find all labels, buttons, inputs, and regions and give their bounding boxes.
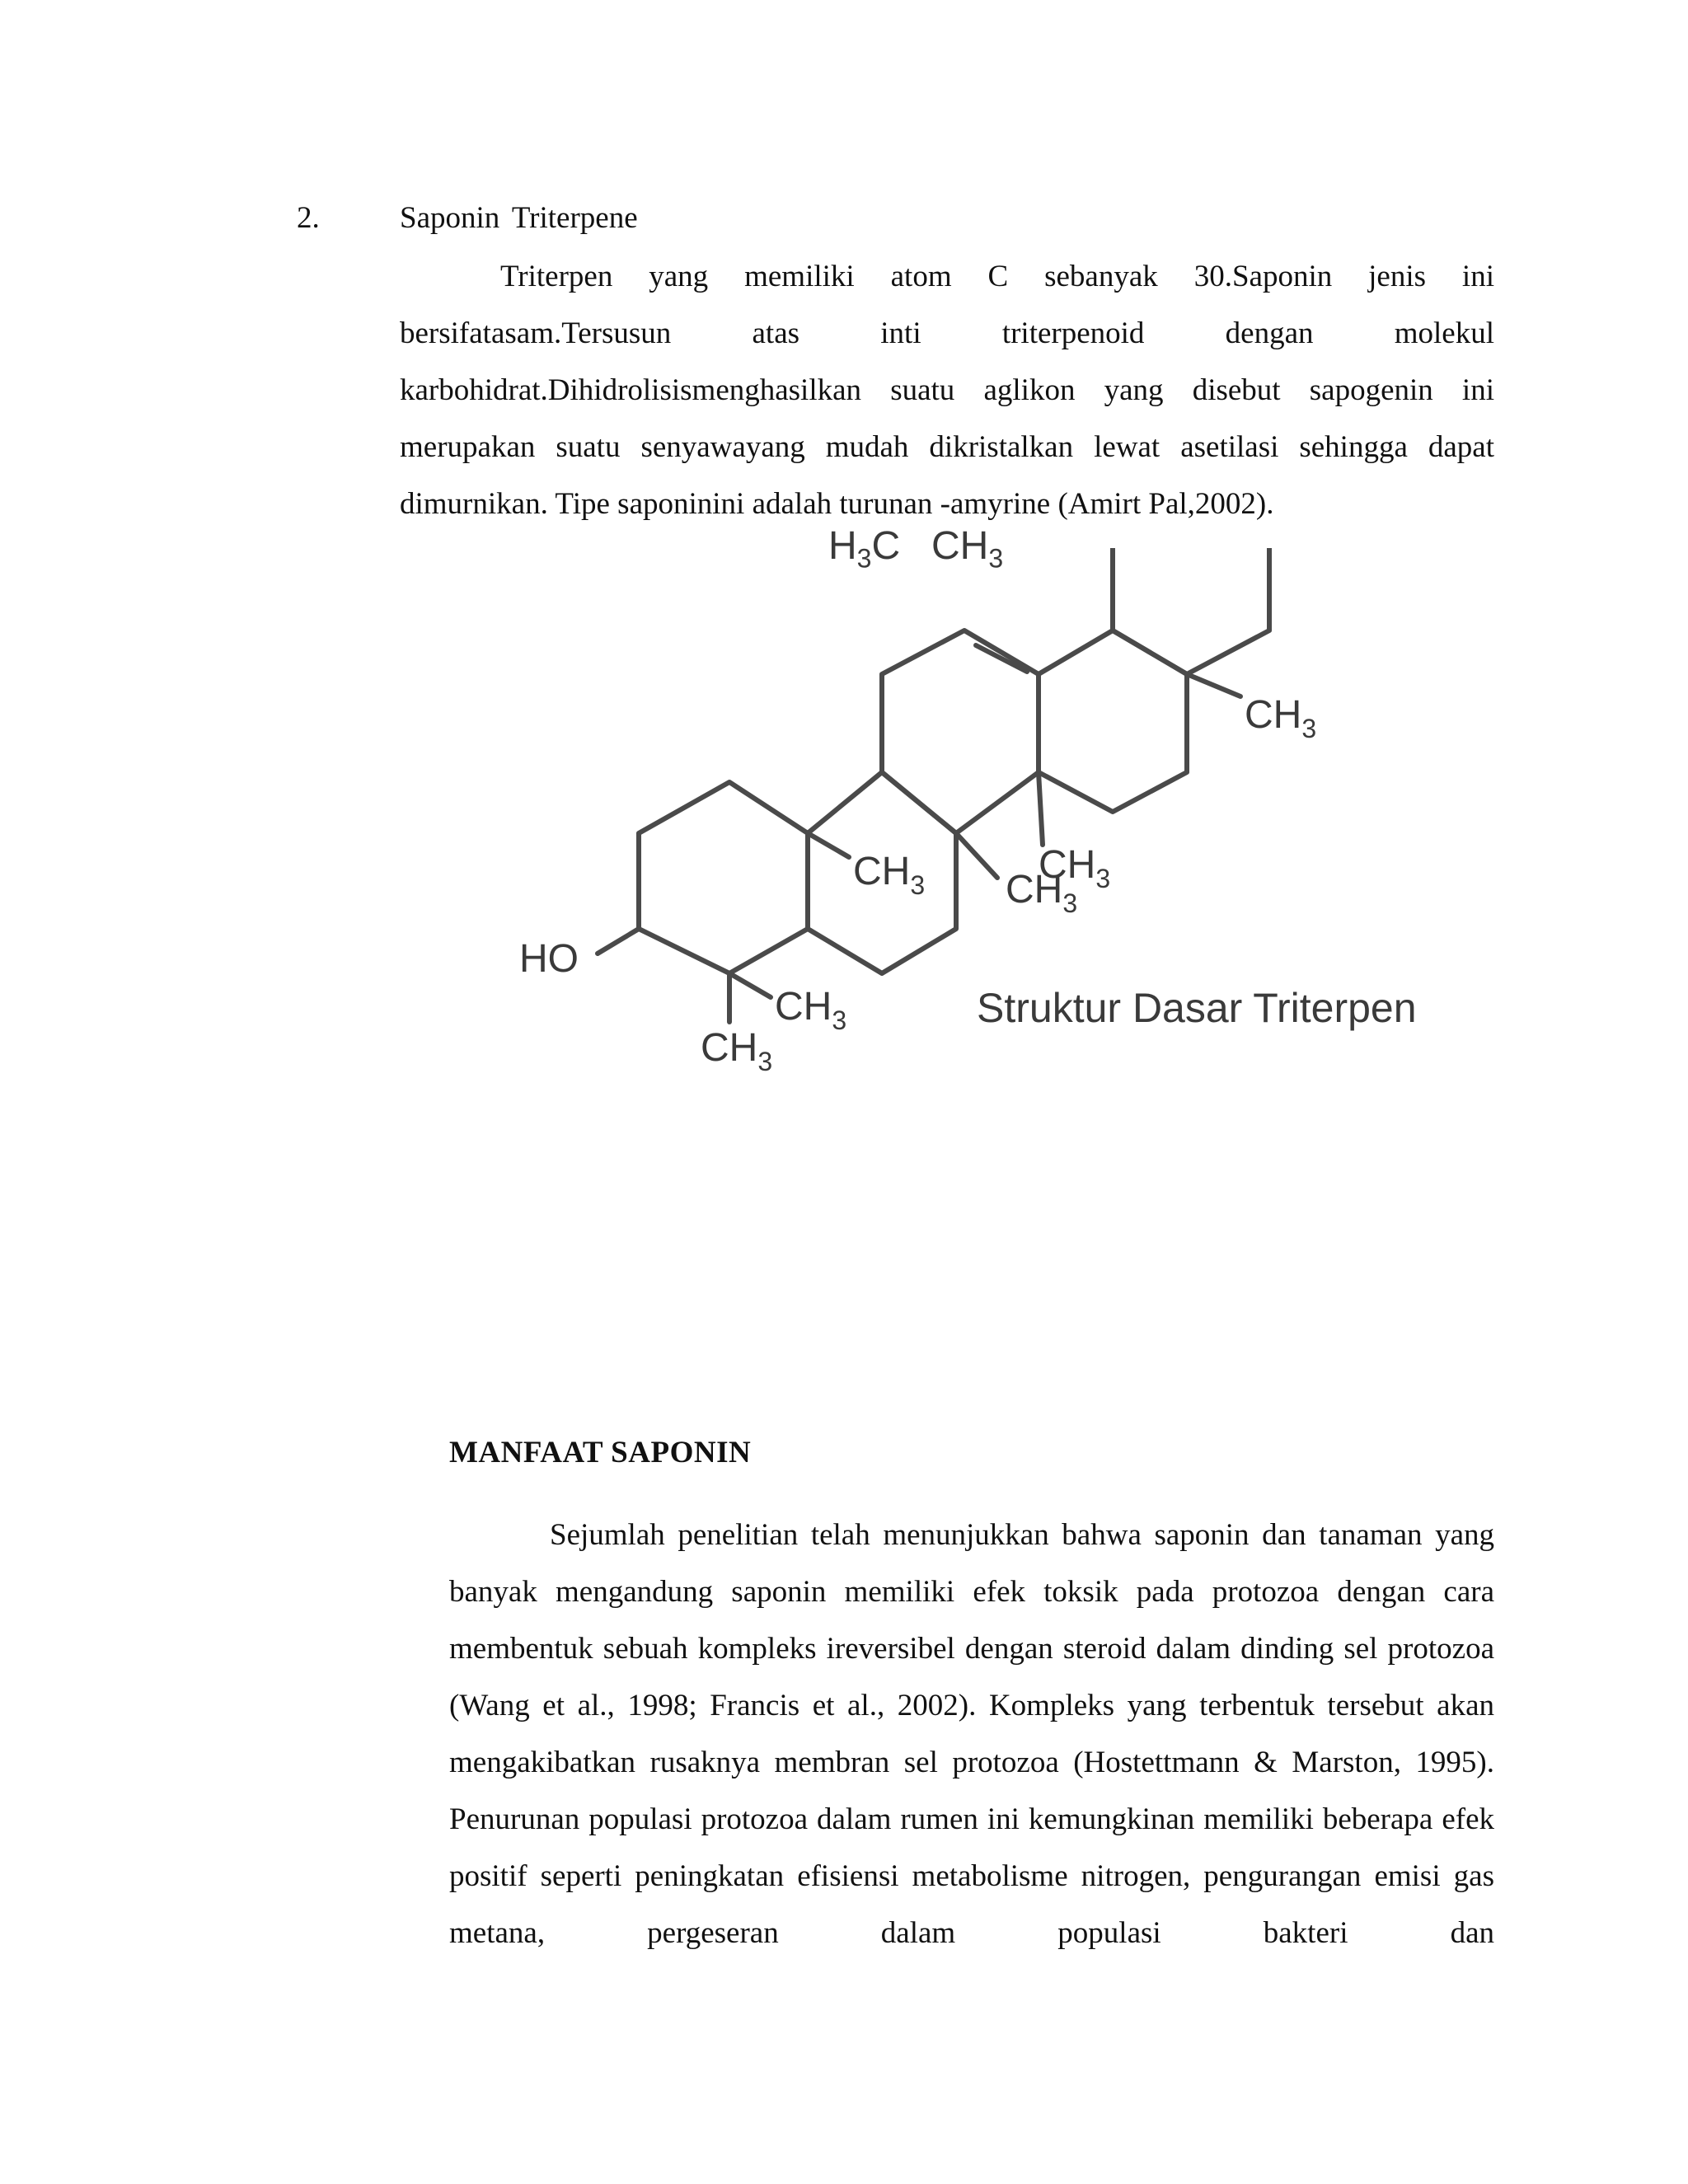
triterpene-structure-figure	[503, 524, 1475, 1244]
ch3-label-top: $CH_3$	[931, 524, 1004, 574]
manfaat-heading: MANFAAT SAPONIN	[449, 1436, 752, 1469]
figure-caption: Struktur Dasar Triterpen	[977, 985, 1417, 1031]
angular-methyl-bond-3	[1039, 772, 1043, 845]
molecule-bonds	[598, 548, 1269, 1022]
triterpene-structure-diagram	[503, 548, 1475, 1244]
ring-e	[1113, 548, 1269, 674]
ho-label: HO	[519, 937, 579, 981]
ch3-label-ring-c2: $CH_3$	[1039, 843, 1111, 893]
h3c-label: $H_3C$	[828, 524, 901, 574]
de-methyl-bond	[1187, 674, 1240, 696]
ch3-label-ring-c1: $CH_3$	[1006, 868, 1078, 918]
c4-methyl-bond-1	[729, 973, 771, 997]
ring-a	[639, 782, 808, 973]
section-number: 2.	[297, 201, 320, 235]
ring-d	[1039, 630, 1187, 812]
angular-methyl-bond-1	[808, 833, 849, 857]
double-bond	[976, 645, 1027, 672]
ring-c	[882, 630, 1039, 833]
manfaat-paragraph: Sejumlah penelitian telah menunjukkan bahwa saponin dan tanaman yang banyak mengandung saponin memiliki efek toksik pada protozoa dengan cara membentuk sebuah kompleks ireversibel dengan steroid dalam dinding sel protozoa (Wang et al., 1998; Francis et al., 2002). Kompleks yang terbentuk tersebut akan mengakibatkan rusaknya membran sel protozoa (Hostettmann & Marston, 1995). Penurunan populasi protozoa dalam rumen ini kemungkinan memiliki beberapa efek positif seperti peningkatan efisiensi metabolisme nitrogen, pengurangan emisi gas metana, pergeseran dalam populasi bakteri dan	[449, 1518, 1494, 1950]
ch3-label-ring-e: $CH_3$	[1245, 693, 1317, 743]
section-title: Saponin Triterpene	[400, 201, 638, 235]
ch3-label-c4b: $CH_3$	[701, 1026, 773, 1076]
ch3-label-c4a: $CH_3$	[775, 985, 847, 1035]
ho-bond	[598, 929, 639, 954]
section-paragraph: Triterpen yang memiliki atom C sebanyak 30.Saponin jenis ini bersifatasam.Tersusun atas inti triterpenoid dengan molekul karbohidrat.Dihidrolisismenghasilkan suatu aglikon yang disebut sapogenin ini merupakan suatu senyawayang mudah dikristalkan lewat asetilasi sehingga dapat dimurnikan. Tipe saponinini adalah turunan -amyrine (Amirt Pal,2002).	[400, 260, 1494, 521]
angular-methyl-bond-2	[956, 833, 997, 878]
ch3-label-ring-b: $CH_3$	[853, 850, 926, 900]
